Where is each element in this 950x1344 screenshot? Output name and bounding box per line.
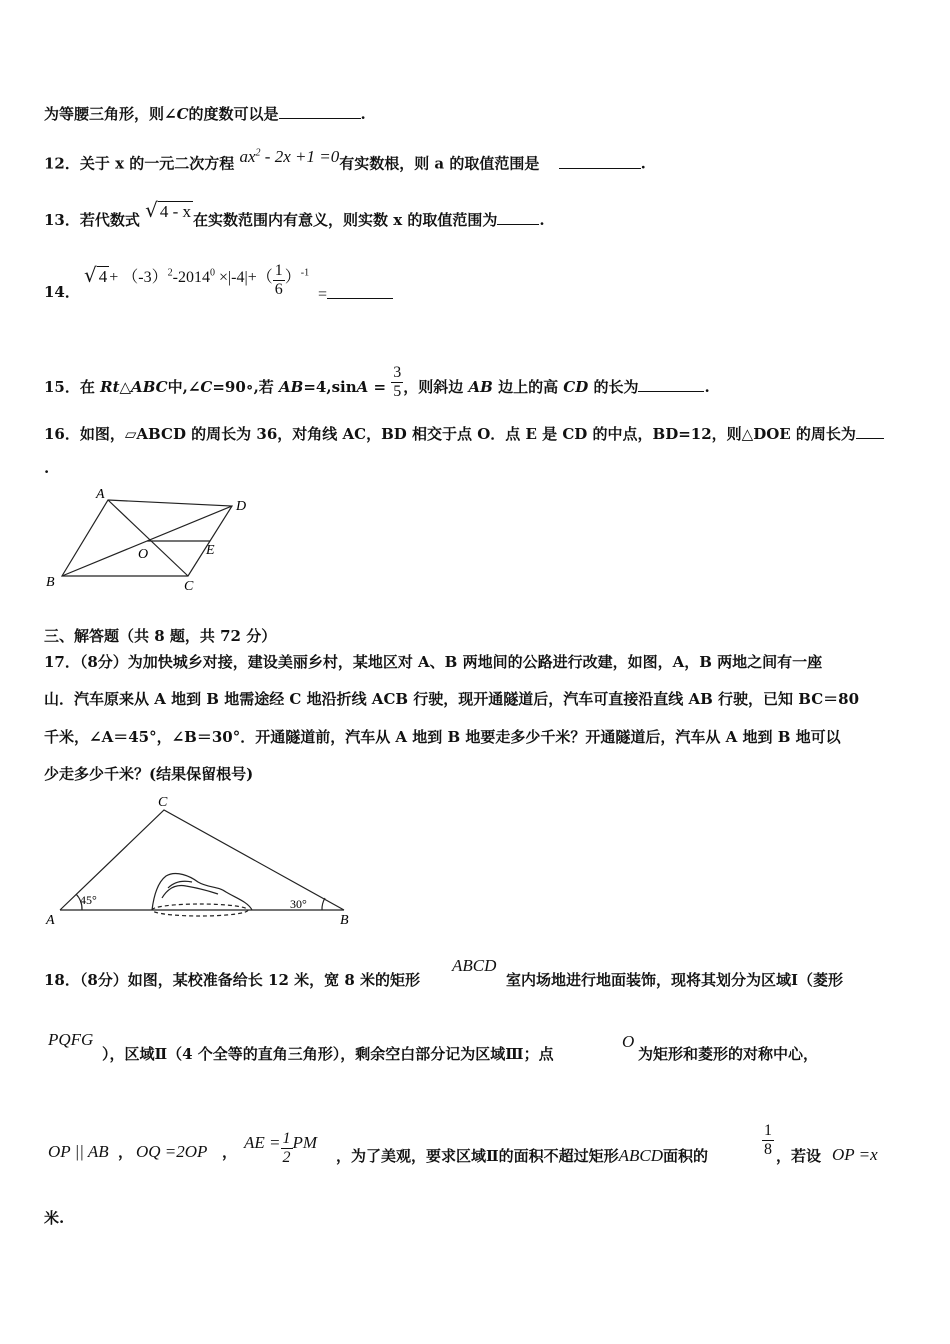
q15-rt: Rt bbox=[100, 378, 120, 396]
q13 bbox=[44, 198, 545, 230]
section-3-text: 三、解答题（共 8 题，共 72 分） bbox=[44, 627, 277, 645]
sqrt-symbol-icon: √ bbox=[84, 263, 97, 287]
q14-radicand: 4 bbox=[98, 267, 108, 286]
q14-expr2: + （-3） bbox=[109, 269, 168, 286]
q18-eighth-fraction bbox=[762, 1122, 774, 1159]
q18-fd: 8 bbox=[764, 1141, 772, 1158]
q13-num: 13．若代数式 bbox=[44, 211, 140, 229]
q15-ab: AB bbox=[279, 378, 304, 396]
q18-l3b: 面积的 bbox=[663, 1147, 709, 1165]
q18-l2: ），区域Ⅱ（4 个全等的直角三角形），剩余空白部分记为区域Ⅲ；点 bbox=[102, 1045, 554, 1063]
q14-num-line bbox=[44, 282, 80, 302]
q18-if-set bbox=[776, 1146, 821, 1166]
q14-eq-sign: = bbox=[318, 286, 328, 303]
q15-t1: 中,∠ bbox=[167, 378, 201, 396]
q15 bbox=[44, 364, 710, 401]
q18-abcd-text: ABCD bbox=[452, 956, 497, 975]
q18-o bbox=[622, 1032, 634, 1052]
q12-num: 12．关于 x 的一元二次方程 bbox=[44, 154, 235, 173]
q18-line-2 bbox=[102, 1044, 554, 1064]
q14-num: 14． bbox=[44, 283, 80, 301]
q17-l3: 千米，∠A＝45°，∠B＝30°．开通隧道前，汽车从 A 地到 B 地要走多少千米？开通隧道后，汽车从 A 地到 B 地可以 bbox=[44, 728, 841, 746]
q15-t3: =4,sin bbox=[303, 378, 357, 396]
q18-abcd bbox=[452, 956, 496, 976]
q11-text: 为等腰三角形，则∠ bbox=[44, 105, 177, 123]
q17-line-3 bbox=[44, 727, 841, 747]
q17-line-4 bbox=[44, 764, 253, 784]
q11-end: . bbox=[360, 105, 366, 123]
q18-line-1b bbox=[506, 970, 843, 990]
fig16-label-c: C bbox=[184, 579, 194, 592]
q18-abcd2: ABCD bbox=[618, 1146, 664, 1165]
q15-ab2: AB bbox=[468, 378, 493, 396]
q12-end: . bbox=[640, 154, 646, 173]
q14-frac-num: 1 bbox=[274, 262, 283, 279]
q15-a: A bbox=[356, 378, 369, 396]
q12-equation bbox=[240, 147, 340, 166]
q15-fraction bbox=[391, 364, 403, 401]
q18-c1: ， bbox=[118, 1143, 134, 1161]
q16-text: 16．如图，▱ABCD 的周长为 36，对角线 AC，BD 相交于点 O．点 E 是 CD 的中点，BD=12，则△DOE 的周长为 bbox=[44, 425, 856, 443]
q17-line-1 bbox=[44, 652, 822, 672]
q18-l4: 米. bbox=[44, 1209, 65, 1227]
diagonal-ac bbox=[108, 500, 188, 576]
q15-frac-den: 5 bbox=[393, 383, 402, 400]
q18-l1a: 18．（8分）如图，某校准备给长 12 米，宽 8 米的矩形 bbox=[44, 971, 421, 989]
q18-eighth bbox=[762, 1122, 774, 1159]
q18-l1b: 室内场地进行地面装饰，现将其划分为区域Ⅰ（菱形 bbox=[506, 971, 844, 989]
q11-var: C bbox=[176, 105, 189, 123]
q16-end: . bbox=[44, 459, 50, 477]
q18-comma-1 bbox=[118, 1142, 133, 1162]
q15-num: 15．在 bbox=[44, 378, 101, 396]
q16-end-line bbox=[44, 458, 49, 478]
q11-tail bbox=[44, 104, 366, 124]
q18-l3c: ，若设 bbox=[776, 1147, 822, 1165]
q15-t4: = bbox=[368, 378, 392, 396]
q16 bbox=[44, 424, 884, 444]
q12-eq-sup: 2 bbox=[255, 147, 261, 158]
fig16-label-a: A bbox=[96, 487, 105, 502]
q18-math-ae bbox=[244, 1130, 317, 1167]
q14-frac-den: 6 bbox=[274, 281, 283, 298]
q13-end: . bbox=[539, 211, 545, 229]
q18-c2: ， bbox=[222, 1143, 238, 1161]
q14-sup3: -1 bbox=[300, 267, 310, 279]
q12-text: 有实数根，则 a 的取值范围是 bbox=[339, 154, 540, 173]
q13-answer-blank[interactable] bbox=[497, 210, 539, 225]
q15-t6: 边上的高 bbox=[492, 378, 564, 396]
q14-answer-blank[interactable] bbox=[327, 284, 393, 299]
q18-m3a: AE = bbox=[244, 1133, 281, 1152]
q15-cd: CD bbox=[563, 378, 589, 396]
q18-m4: OP =x bbox=[832, 1145, 878, 1164]
q13-sqrt bbox=[145, 198, 193, 222]
q15-end: . bbox=[704, 378, 710, 396]
q12-eq-a: ax bbox=[239, 146, 256, 166]
q14-expression bbox=[84, 262, 309, 299]
q13-text: 在实数范围内有意义，则实数 x 的取值范围为 bbox=[193, 211, 498, 229]
q14-sup1: 2 bbox=[167, 267, 173, 279]
q18-l2b: 为矩形和菱形的对称中心， bbox=[638, 1045, 819, 1063]
q18-line-1 bbox=[44, 970, 420, 990]
fig16-label-b: B bbox=[46, 575, 55, 590]
q18-comma-2 bbox=[222, 1142, 237, 1162]
q12-answer-blank[interactable] bbox=[559, 154, 641, 169]
figure-triangle-mountain bbox=[42, 790, 362, 930]
q11-text2: 的度数可以是 bbox=[188, 105, 279, 123]
q18-m1: OP || AB bbox=[48, 1142, 109, 1161]
q18-m2: OQ =2OP bbox=[136, 1142, 208, 1161]
section-3-heading bbox=[44, 626, 276, 646]
q12 bbox=[44, 146, 646, 174]
q15-c: C bbox=[200, 378, 213, 396]
sqrt-symbol-icon: √ bbox=[145, 198, 158, 222]
fig16-label-o: O bbox=[138, 547, 149, 562]
fig16-label-e: E bbox=[206, 543, 215, 558]
q15-answer-blank[interactable] bbox=[638, 377, 704, 392]
q18-o-text: O bbox=[622, 1032, 635, 1051]
q18-line-4 bbox=[44, 1208, 64, 1228]
q15-t5: ，则斜边 bbox=[403, 378, 469, 396]
q14-expr5: ） bbox=[284, 269, 301, 286]
fig17-label-b: B bbox=[340, 913, 349, 928]
q15-tri: △ABC bbox=[119, 378, 168, 396]
fig17-angle-b: 30° bbox=[290, 897, 307, 911]
q18-line-2b bbox=[638, 1044, 818, 1064]
q18-fn: 1 bbox=[764, 1122, 772, 1139]
fig16-label-d: D bbox=[236, 499, 247, 514]
q18-pqfg bbox=[48, 1030, 93, 1050]
fig17-label-c: C bbox=[158, 795, 168, 810]
fig17-angle-a: 45° bbox=[80, 893, 97, 907]
q17-l1: 17．（8分）为加快城乡对接，建设美丽乡村，某地区对 A、B 两地间的公路进行改建，如图，A，B 两地之间有一座 bbox=[44, 653, 823, 671]
q17-line-2 bbox=[44, 689, 859, 709]
q18-pqfg-text: PQFG bbox=[48, 1030, 94, 1049]
q18-m3d: 2 bbox=[282, 1149, 291, 1166]
q18-ae-fraction bbox=[281, 1130, 293, 1167]
fig17-label-a: A bbox=[46, 913, 55, 928]
q18-l3: ，为了美观，要求区域Ⅱ的面积不超过矩形 bbox=[336, 1147, 619, 1165]
q18-math-op-ab bbox=[48, 1142, 109, 1162]
q14-expr3: -2014 bbox=[172, 269, 210, 286]
q13-radicand: 4 - x bbox=[159, 202, 192, 221]
q14-fraction bbox=[273, 262, 285, 299]
q11-answer-blank[interactable] bbox=[279, 104, 361, 119]
q17-l2: 山．汽车原来从 A 地到 B 地需途经 C 地沿折线 ACB 行驶，现开通隧道后，汽车可直接沿直线 AB 行驶，已知 BC＝80 bbox=[44, 690, 860, 708]
q14-expr4: ×|-4|+（ bbox=[214, 269, 273, 286]
q18-math-oq bbox=[136, 1142, 207, 1162]
q12-eq-rest: - 2x +1 =0 bbox=[260, 146, 340, 166]
q18-m3b: PM bbox=[292, 1133, 318, 1152]
q18-math-op-x bbox=[832, 1145, 878, 1165]
q17-l4: 少走多少千米？(结果保留根号) bbox=[44, 765, 254, 783]
q14-eq bbox=[318, 284, 393, 305]
figure-parallelogram bbox=[40, 486, 260, 592]
q15-frac-num: 3 bbox=[393, 364, 402, 381]
q18-line-3 bbox=[336, 1146, 708, 1166]
q18-m3n: 1 bbox=[282, 1130, 291, 1147]
q15-t7: 的长为 bbox=[588, 378, 639, 396]
parallelogram-abcd bbox=[62, 500, 232, 576]
mountain-ridge-1 bbox=[162, 886, 218, 899]
q15-t2: =90∘,若 bbox=[212, 378, 280, 396]
q16-answer-blank[interactable] bbox=[856, 424, 884, 439]
q14-sup2: 0 bbox=[209, 267, 215, 279]
path-acb bbox=[60, 810, 344, 910]
angle-b-arc bbox=[322, 898, 325, 910]
